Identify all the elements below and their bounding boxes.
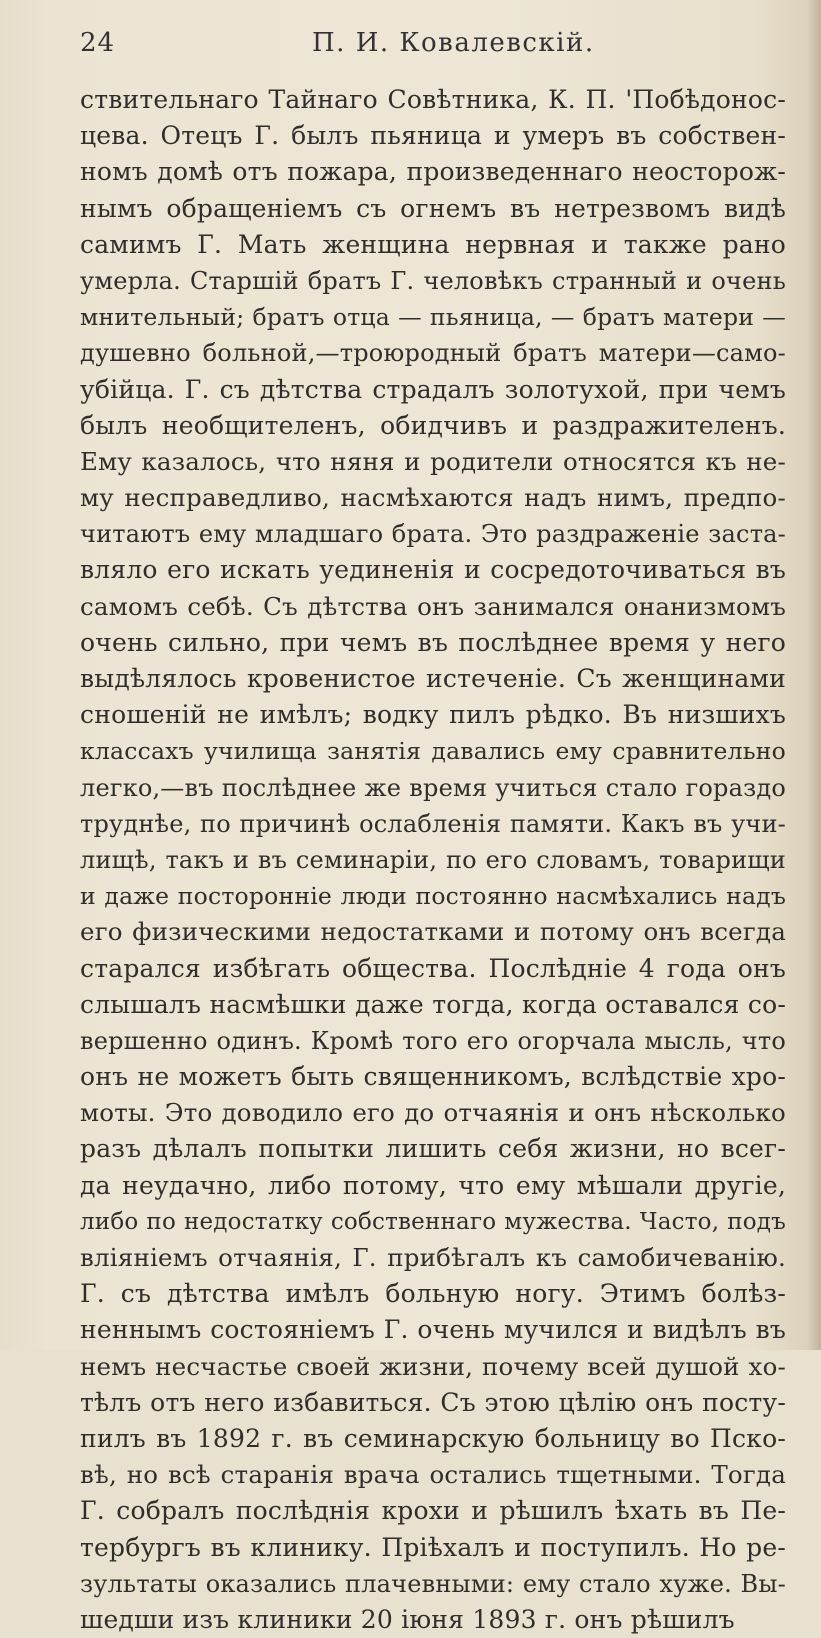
text-line: Ему казалось, что няня и родители относятся къ не-: [80, 446, 786, 476]
page-header: [80, 22, 780, 62]
text-line: легко,—въ послѣднее же время учиться стало гораздо: [80, 773, 786, 802]
text-line: моты. Это доводило его до отчаянія и онъ нѣсколько: [80, 1098, 786, 1128]
text-line: читаютъ ему младшаго брата. Это раздраженіе заста-: [80, 520, 786, 549]
text-line: очень сильно, при чемъ въ послѣднее время у него: [80, 627, 786, 657]
text-line: слышалъ насмѣшки даже тогда, когда оставался со-: [80, 989, 786, 1019]
text-line: вершенно одинъ. Кромѣ того его огорчала мысль, что: [80, 1026, 786, 1055]
text-line: разъ дѣлалъ попытки лишить себя жизни, но всег-: [80, 1134, 786, 1164]
text-line: труднѣе, по причинѣ ослабленія памяти. Какъ въ учи-: [80, 809, 786, 838]
text-line: онъ не можетъ быть священникомъ, вслѣдствіе хро-: [80, 1062, 786, 1092]
text-line: ствительнаго Тайнаго Совѣтника, К. П. 'Побѣдонос-: [80, 85, 786, 114]
text-line: нымъ обращеніемъ съ огнемъ въ нетрезвомъ видѣ: [80, 193, 786, 223]
text-line: шедши изъ клиники 20 іюня 1893 г. онъ рѣшилъ: [80, 1604, 735, 1634]
text-line: сношеній не имѣлъ; водку пилъ рѣдко. Въ низшихъ: [80, 700, 786, 730]
text-line: лищѣ, такъ и въ семинаріи, по его словамъ, товарищи: [80, 845, 786, 874]
text-line: убійца. Г. съ дѣтства страдалъ золотухой, при чемъ: [80, 374, 786, 404]
text-line: и даже посторонніе люди постоянно насмѣхались надъ: [80, 882, 786, 911]
text-line: Г. собралъ послѣднія крохи и рѣшилъ ѣхать въ Пе-: [80, 1496, 786, 1526]
page-number: 24: [80, 28, 116, 58]
text-line: его физическими недостатками и потому онъ всегда: [80, 917, 786, 947]
text-line: вляло его искать уединенія и сосредоточиваться въ: [80, 555, 786, 585]
text-line: старался избѣгать общества. Послѣдніе 4 года онъ: [80, 953, 786, 983]
text-line: вліяніемъ отчаянія, Г. прибѣгалъ къ самобичеванію.: [80, 1243, 786, 1272]
text-line: цева. Отецъ Г. былъ пьяница и умеръ въ собствен-: [80, 121, 786, 151]
text-line: номъ домѣ отъ пожара, произведеннаго неосторож-: [80, 157, 786, 187]
text-line: классахъ училища занятія давались ему сравнительно: [80, 737, 786, 766]
page-edge-shadow: [807, 0, 821, 1350]
text-line: умерла. Старшій братъ Г. человѣкъ странный и очень: [80, 266, 786, 295]
running-head: П. И. Ковалевскій.: [312, 28, 595, 58]
text-line: вѣ, но всѣ старанія врача остались тщетными. Тогда: [80, 1460, 786, 1490]
text-line: мнительный; братъ отца — пьяница, — братъ матери —: [80, 303, 786, 332]
text-line: выдѣлялось кровенистое истеченіе. Съ женщинами: [80, 664, 786, 693]
text-line: тѣлъ отъ него избавиться. Съ этою цѣлію онъ посту-: [80, 1387, 786, 1417]
text-line: былъ необщителенъ, обидчивъ и раздражителенъ.: [80, 410, 786, 440]
text-line: самомъ себѣ. Съ дѣтства онъ занимался онанизмомъ: [80, 591, 786, 621]
text-line: Г. съ дѣтства имѣлъ больную ногу. Этимъ болѣз-: [80, 1279, 786, 1309]
text-line: да неудачно, либо потому, что ему мѣшали другіе,: [80, 1170, 786, 1200]
text-line: либо по недостатку собственнаго мужества. Часто, подъ: [80, 1208, 786, 1235]
text-line: самимъ Г. Мать женщина нервная и также рано: [80, 229, 786, 259]
body-text: [80, 82, 786, 1638]
text-line: тербургъ въ клинику. Пріѣхалъ и поступилъ. Но ре-: [80, 1532, 786, 1562]
text-line: пилъ въ 1892 г. въ семинарскую больницу во Пско-: [80, 1423, 786, 1453]
text-line: му несправедливо, насмѣхаются надъ нимъ, предпо-: [80, 483, 786, 513]
text-line: зультаты оказались плачевными: ему стало хуже. Вы-: [80, 1569, 786, 1598]
text-line: душевно больной,—троюродный братъ матери—само-: [80, 339, 786, 368]
text-line: немъ несчастье своей жизни, почему всей душой хо-: [80, 1351, 786, 1381]
text-line: неннымъ состояніемъ Г. очень мучился и видѣлъ въ: [80, 1315, 786, 1345]
